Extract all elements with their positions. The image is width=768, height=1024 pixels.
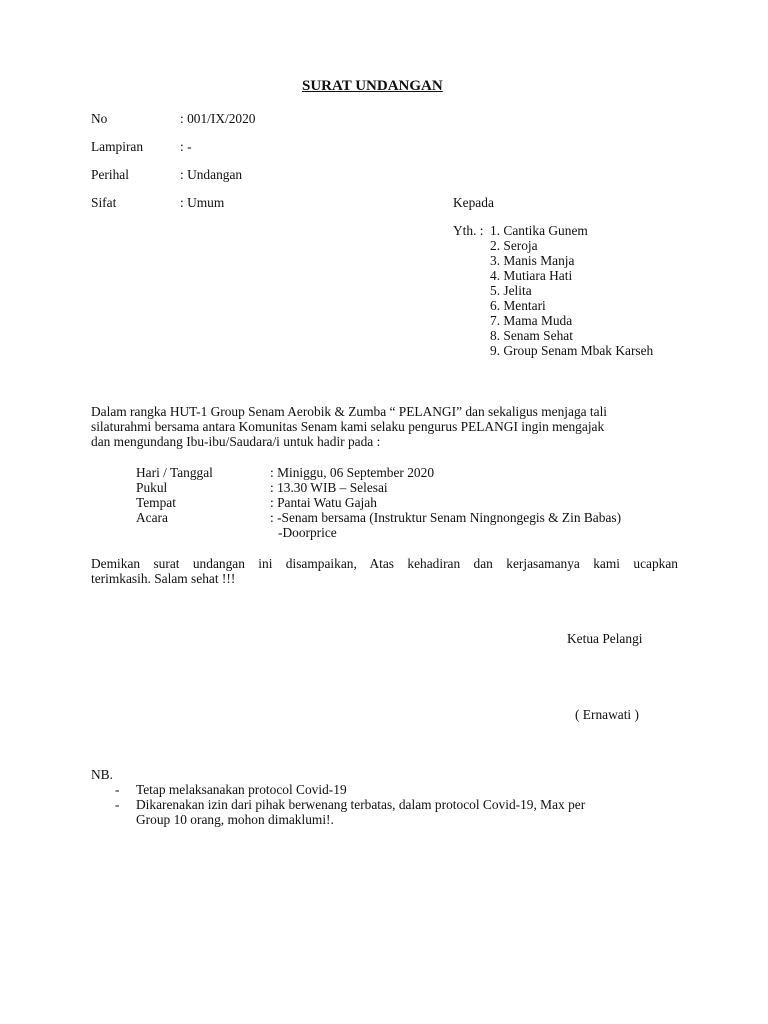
recipient-list: [490, 223, 653, 358]
closing-paragraph: [91, 556, 678, 586]
yth-label: Yth. :: [453, 223, 484, 238]
signature-name: ( Ernawati ): [575, 707, 639, 722]
nb-dash: -: [115, 797, 120, 812]
pukul-value: : 13.30 WIB – Selesai: [270, 480, 388, 495]
nb-item-line: Group 10 orang, mohon dimaklumi!.: [136, 812, 334, 827]
tempat-label: Tempat: [136, 495, 176, 510]
recipient-item: 9. Group Senam Mbak Karseh: [490, 343, 654, 358]
perihal-value: : Undangan: [180, 167, 243, 182]
intro-paragraph: [91, 404, 678, 449]
hari-value: : Miniggu, 06 September 2020: [270, 465, 435, 480]
hari-label: Hari / Tanggal: [136, 465, 213, 480]
lampiran-value: : -: [180, 139, 192, 154]
recipient-item: 7. Mama Muda: [490, 313, 573, 328]
recipient-item: 3. Manis Manja: [490, 253, 575, 268]
sifat-label: Sifat: [91, 195, 117, 210]
sifat-value: : Umum: [180, 195, 225, 210]
letter-title: SURAT UNDANGAN: [302, 78, 443, 94]
perihal-label: Perihal: [91, 167, 129, 182]
recipient-item: 5. Jelita: [490, 283, 532, 298]
recipient-item: 1. Cantika Gunem: [490, 223, 588, 238]
signature-role: Ketua Pelangi: [567, 631, 643, 646]
nb-item-line: Tetap melaksanakan protocol Covid-19: [136, 782, 347, 797]
intro-line: dan mengundang Ibu-ibu/Saudara/i untuk hadir pada :: [91, 434, 381, 449]
no-value: : 001/IX/2020: [180, 111, 256, 126]
acara-label: Acara: [136, 510, 168, 525]
intro-line: Dalam rangka HUT-1 Group Senam Aerobik & Zumba “ PELANGI” dan sekaligus menjaga tali: [91, 404, 608, 419]
pukul-label: Pukul: [136, 480, 168, 495]
nb-label: NB.: [91, 767, 113, 782]
lampiran-label: Lampiran: [91, 139, 144, 154]
no-label: No: [91, 111, 108, 126]
kepada-label: Kepada: [453, 195, 494, 210]
recipient-item: 8. Senam Sehat: [490, 328, 573, 343]
nb-dash: -: [115, 782, 120, 797]
closing-line: Demikan surat undangan ini disampaikan, Atas kehadiran dan kerjasamanya kami ucapkan: [91, 556, 678, 571]
acara-value-2: -Doorprice: [278, 525, 337, 540]
nb-item-line: Dikarenakan izin dari pihak berwenang terbatas, dalam protocol Covid-19, Max per: [136, 797, 586, 812]
recipient-item: 4. Mutiara Hati: [490, 268, 573, 283]
recipient-item: 6. Mentari: [490, 298, 546, 313]
intro-line: silaturahmi bersama antara Komunitas Senam kami selaku pengurus PELANGI ingin mengajak: [91, 419, 605, 434]
acara-value: : -Senam bersama (Instruktur Senam Ningnongegis & Zin Babas): [270, 510, 622, 525]
closing-line: terimkasih. Salam sehat !!!: [91, 571, 236, 586]
tempat-value: : Pantai Watu Gajah: [270, 495, 377, 510]
recipient-item: 2. Seroja: [490, 238, 538, 253]
